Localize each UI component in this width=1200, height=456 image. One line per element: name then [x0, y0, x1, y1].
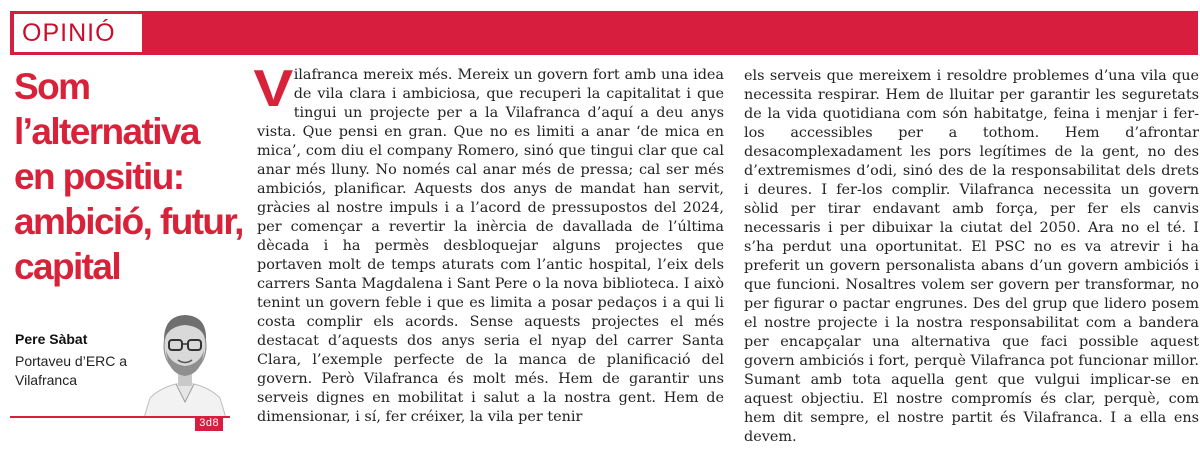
author-name: Pere Sàbat [15, 331, 88, 347]
section-label: OPINIÓ [14, 14, 142, 52]
author-portrait-icon [140, 298, 230, 418]
headline: Som l’alternativa en positiu: ambició, futur, capital [14, 66, 243, 287]
article-column-2: els serveis que mereixem i resoldre problemes d’una vila que necessita respirar. Hem de lluitar per garantir les seguretats de la vida quotidiana com són habitatge, feina i menjar i fer-los accessibles per a tothom. Hem d’afrontar desacomplexadament les pors legítimes de la gent, no des d’extremismes d’odi, sinó des de la responsabilitat dels drets i deures. I fer-los complir. Vilafranca necessita un govern sòlid per tirar endavant amb força, per fer els canvis necessaris i per dibuixar la ciutat del 2050. Ara no el té. I s’ha perdut una oportunitat. El PSC no es va atrevir i ha preferit un govern personalista abans d’un govern ambiciós i que funcioni. Nosaltres volem ser govern per transformar, no per figurar o pactar engrunes. Des del grup que lidero posem el nostre projecte i la nostra responsabilitat com a bandera per encapçalar una alternativa que faci possible aquest govern ambiciós i fort, perquè Vilafranca pot funcionar millor. Sumant amb tota aquella gent que vulgui implicar-se en aquest objectiu. El nostre compromís és clar, perquè, com hem dit sempre, el nostre partit és Vilafranca. I a ella ens devem. [744, 68, 1199, 445]
author-tag: 3d8 [195, 418, 223, 431]
section-banner [10, 11, 1198, 55]
article-column-1 [253, 60, 724, 427]
article-column-1-text: ilafranca mereix més. Mereix un govern fort amb una idea de vila clara i ambiciosa, que recuperi la capitalitat i que tingui un projecte per a la Vilafranca d’aquí a deu anys vista. Que pensi en gran. Que no es limiti a anar ‘de mica en mica’, com diu el company Romero, sinó que tingui clar que cal anar més lluny. No només cal anar més de pressa; cal ser més ambiciós, planificar. Aquests dos anys de mandat han servit, gràcies al nostre impuls i a l’acord de pressupostos del 2024, per començar a revertir la inèrcia de davallada de l’última dècada i ha permès desbloquejar alguns projectes que portaven molt de temps aturats com l’antic hospital, l’eix dels carrers Santa Magdalena i Sant Pere o la nova biblioteca. I això tenint un govern feble i que es limita a posar pedaços i a qui li costa complir els acords. Sense aquests projectes el més destacat d’aquests dos anys seria el nyap del carrer Santa Clara, l’exemple perfecte de la manca de planificació del govern. Però Vilafranca és molt més. Hem de garantir uns serveis dignes en mobilitat i salut a la nostra gent. Hem de dimensionar, i sí, fer créixer, la vila per tenir [257, 67, 724, 425]
dropcap: V [253, 60, 294, 118]
author-role: Portaveu d’ERC a Vilafranca [15, 353, 128, 388]
